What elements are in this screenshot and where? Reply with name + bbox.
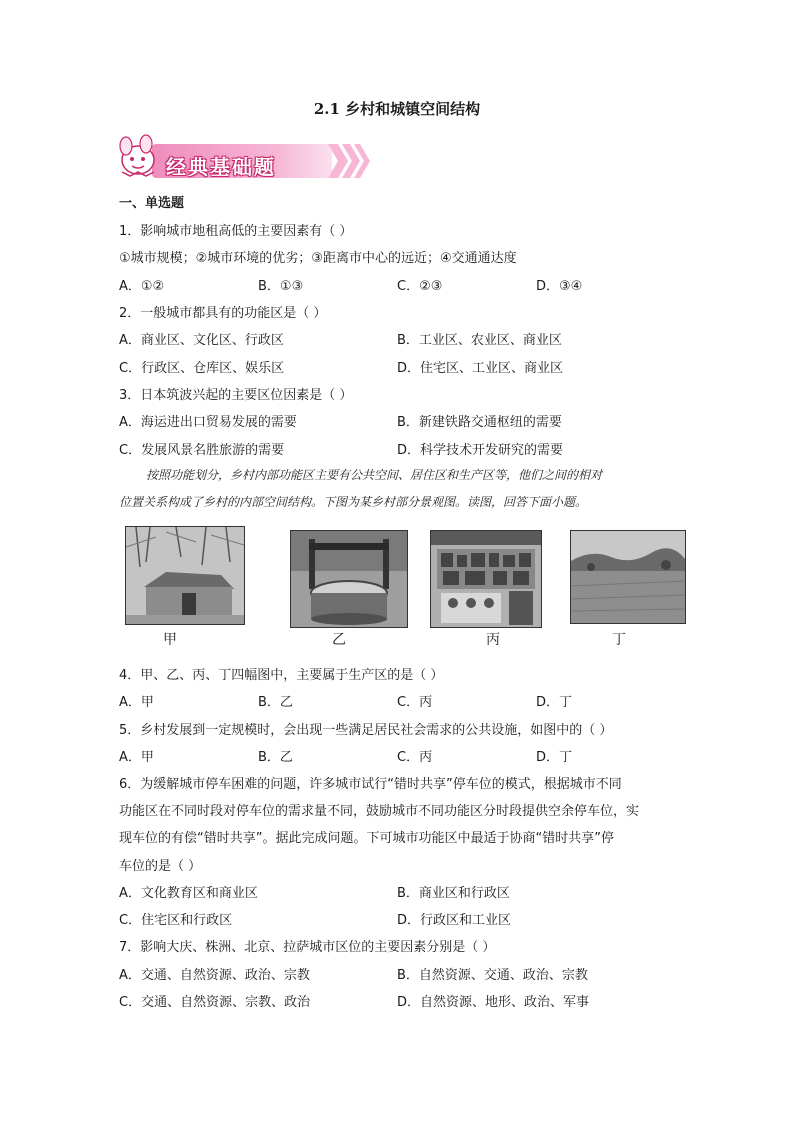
photo-yi-well (290, 530, 408, 628)
passage-line-2: 位置关系构成了乡村的内部空间结构。下图为某乡村部分景观图。读图，回答下面小题。 (119, 495, 588, 509)
q4-option-d: D．丁 (536, 695, 573, 710)
question-5-stem: 5．乡村发展到一定规模时，会出现一些满足居民社会需求的公共设施，如图中的（ ） (119, 723, 613, 738)
question-4-stem: 4．甲、乙、丙、丁四幅图中，主要属于生产区的是（ ） (119, 668, 444, 683)
q5-option-d: D．丁 (536, 750, 573, 765)
caption-jia: 甲 (163, 632, 177, 648)
q2-option-c: C．行政区、仓库区、娱乐区 (119, 361, 285, 376)
q1-option-d: D．③④ (536, 279, 583, 294)
question-2-stem: 2．一般城市都具有的功能区是（ ） (119, 306, 327, 321)
passage-line-1: 按照功能划分，乡村内部功能区主要有公共空间、居住区和生产区等，他们之间的相对 (146, 468, 603, 482)
banner-label: 经典基础题 (166, 155, 276, 179)
q3-option-c: C．发展风景名胜旅游的需要 (119, 443, 285, 458)
q5-option-b: B．乙 (258, 750, 293, 765)
q6-option-b: B．商业区和行政区 (397, 886, 510, 901)
bee-mascot-icon (120, 135, 154, 176)
question-1-stem: 1．影响城市地租高低的主要因素有（ ） (119, 224, 353, 239)
q6-option-c: C．住宅区和行政区 (119, 913, 233, 928)
q7-option-d: D．自然资源、地形、政治、军事 (397, 995, 590, 1010)
photo-jia-house (125, 526, 245, 625)
question-6-stem-2: 功能区在不同时段对停车位的需求量不同，鼓励城市不同功能区分时段提供空余停车位，实 (119, 804, 640, 819)
question-6-stem-1: 6．为缓解城市停车困难的问题，许多城市试行“错时共享”停车位的模式，根据城市不同 (119, 777, 622, 792)
question-6-stem-4: 车位的是（ ） (119, 859, 202, 874)
photo-ding-field (570, 530, 686, 624)
q2-option-b: B．工业区、农业区、商业区 (397, 333, 562, 348)
q7-option-c: C．交通、自然资源、宗教、政治 (119, 995, 311, 1010)
q1-option-c: C．②③ (397, 279, 443, 294)
q2-option-a: A．商业区、文化区、行政区 (119, 333, 284, 348)
question-7-stem: 7．影响大庆、株洲、北京、拉萨城市区位的主要因素分别是（ ） (119, 940, 496, 955)
section-heading: 一、单选题 (119, 196, 185, 211)
page-title: 2.1 乡村和城镇空间结构 (313, 100, 481, 118)
q4-option-c: C．丙 (397, 695, 433, 710)
q7-option-b: B．自然资源、交通、政治、宗教 (397, 968, 588, 983)
caption-bing: 丙 (486, 632, 500, 648)
q3-option-b: B．新建铁路交通枢纽的需要 (397, 415, 562, 430)
question-6-stem-3: 现车位的有偿“错时共享”。据此完成问题。下可城市功能区中最适于协商“错时共享”停 (119, 831, 614, 846)
q6-option-a: A．文化教育区和商业区 (119, 886, 258, 901)
q2-option-d: D．住宅区、工业区、商业区 (397, 361, 564, 376)
caption-ding: 丁 (612, 632, 626, 648)
q4-option-b: B．乙 (258, 695, 293, 710)
q6-option-d: D．行政区和工业区 (397, 913, 512, 928)
question-3-stem: 3．日本筑波兴起的主要区位因素是（ ） (119, 388, 353, 403)
q7-option-a: A．交通、自然资源、政治、宗教 (119, 968, 310, 983)
q1-option-a: A．①② (119, 279, 165, 294)
q5-option-c: C．丙 (397, 750, 433, 765)
caption-yi: 乙 (332, 632, 346, 648)
q5-option-a: A．甲 (119, 750, 154, 765)
q1-option-b: B．①③ (258, 279, 304, 294)
photo-bing-shop (430, 530, 542, 628)
q4-option-a: A．甲 (119, 695, 154, 710)
q3-option-a: A．海运进出口贸易发展的需要 (119, 415, 297, 430)
question-1-info: ①城市规模；②城市环境的优劣；③距离市中心的远近；④交通通达度 (119, 251, 517, 266)
q3-option-d: D．科学技术开发研究的需要 (397, 443, 564, 458)
